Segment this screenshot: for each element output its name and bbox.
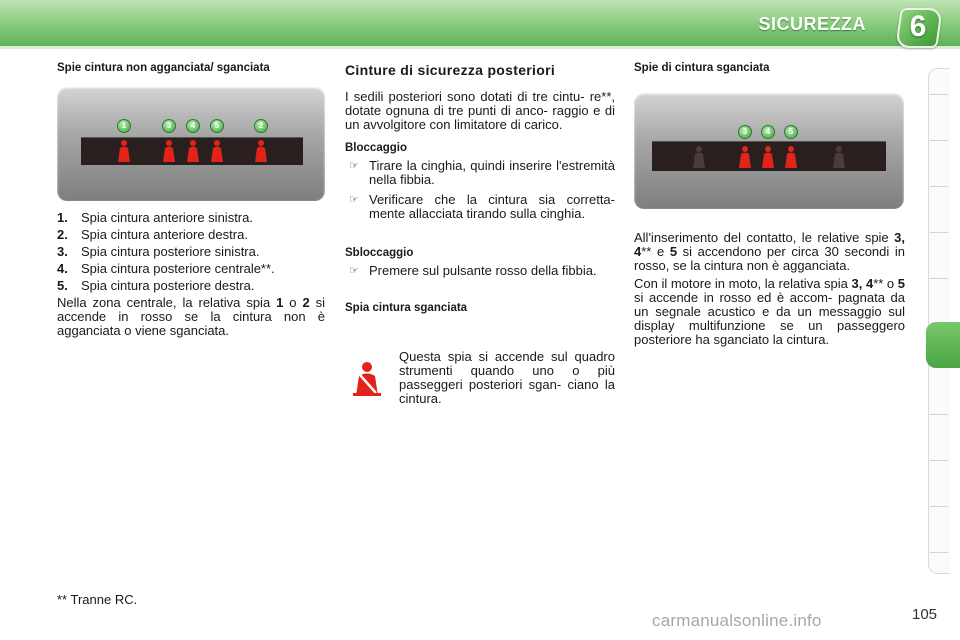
chapter-tab[interactable] [930, 460, 948, 461]
paragraph-front-lamp: Nella zona centrale, la relativa spia 1 o 2 si accende in rosso se la cintura non è agganciata o viene sganciata. [57, 295, 325, 338]
chapter-tab[interactable] [930, 414, 948, 415]
item-number: 3. [57, 244, 68, 259]
seatbelt-icon [115, 139, 133, 163]
seatbelt-icon [782, 145, 800, 169]
chapter-tab[interactable] [930, 552, 948, 553]
list-item [57, 279, 325, 293]
column-rear-lamps [634, 62, 905, 347]
page-number: 105 [912, 606, 938, 623]
pointing-hand-icon: ☞ [349, 160, 359, 172]
lamp-indicator: 3 [162, 119, 176, 133]
seatbelt-icon [184, 139, 202, 163]
seatbelt-icon [759, 145, 777, 169]
page-header [0, 0, 960, 50]
chapter-tab[interactable] [930, 140, 948, 141]
heading-belt-warning: Spie cintura non agganciata/ sganciata [57, 62, 270, 74]
header-divider [0, 46, 960, 49]
list-item [57, 262, 325, 276]
spia-description: Questa spia si accende sul quadro strumenti quando uno o più passeggeri posteriori sgan- ciano la cintura. [399, 349, 615, 406]
seatbelt-warning-icon [349, 360, 385, 398]
lamp-legend-list [57, 211, 325, 293]
list-item [57, 245, 325, 259]
item-number: 2. [57, 227, 68, 242]
item-number: 5. [57, 278, 68, 293]
footnote: ** Tranne RC. [57, 592, 138, 607]
heading-spia-sganciata: Spia cintura sganciata [345, 302, 468, 314]
rear-warning-panel-illustration [634, 93, 904, 209]
chapter-tab[interactable] [930, 186, 948, 187]
chapter-number: 6 [909, 10, 927, 43]
chapter-tab-active[interactable] [926, 322, 960, 368]
watermark: carmanualsonline.info [652, 611, 822, 630]
pointing-hand-icon: ☞ [349, 194, 359, 206]
item-text: Spia cintura anteriore sinistra. [81, 210, 253, 225]
paragraph-ignition: All'inserimento del contatto, le relative spie 3, 4** e 5 si accendono per circa 30 secondi in rosso, se la cintura non è agganciata. [634, 230, 906, 273]
seatbelt-icon [252, 139, 270, 163]
item-number: 1. [57, 210, 68, 225]
chapter-tab[interactable] [930, 232, 948, 233]
chapter-tab-rail [928, 68, 950, 574]
list-item: ☞ Tirare la cinghia, quindi inserire l'estremità nella fibbia. [345, 159, 615, 187]
section-title: SICUREZZA [758, 14, 866, 34]
list-item [57, 211, 325, 225]
item-text: Spia cintura posteriore centrale**. [81, 261, 275, 276]
lamp-indicator: 2 [254, 119, 268, 133]
chapter-tab[interactable] [930, 506, 948, 507]
seatbelt-icon [160, 139, 178, 163]
heading-rear-lamps: Spie di cintura sganciata [634, 62, 770, 74]
lamp-indicator: 4 [761, 125, 775, 139]
lamp-indicator: 4 [186, 119, 200, 133]
list-item [57, 228, 325, 242]
chapter-tab[interactable] [930, 94, 948, 95]
pointing-hand-icon: ☞ [349, 265, 359, 277]
heading-sbloccaggio: Sbloccaggio [345, 247, 414, 259]
list-item: ☞ Premere sul pulsante rosso della fibbia. [345, 264, 615, 278]
seatbelt-icon [208, 139, 226, 163]
list-item: ☞ Verificare che la cintura sia corretta- mente allacciata tirando sulla cinghia. [345, 193, 615, 221]
column-rear-belts [345, 62, 615, 315]
item-text: Spia cintura posteriore sinistra. [81, 244, 260, 259]
item-number: 4. [57, 261, 68, 276]
lamp-indicator: 5 [210, 119, 224, 133]
page-title: Cinture di sicurezza posteriori [345, 62, 556, 78]
intro-paragraph: I sedili posteriori sono dotati di tre cintu- re**, dotate ognuna di tre punti di anco- raggio e di un avvolgitore con limitatore di carico. [345, 89, 615, 132]
paragraph-engine-running: Con il motore in moto, la relativa spia 3, 4** o 5 si accende in rosso ed è accom- pagnata da un segnale acustico e da un messaggio sul display multifunzione se un passeggero posteriore ha sganciato la cintura. [634, 276, 905, 347]
lamp-indicator: 1 [117, 119, 131, 133]
item-text: Spia cintura posteriore destra. [81, 278, 255, 293]
seatbelt-icon [736, 145, 754, 169]
item-text: Spia cintura anteriore destra. [81, 227, 248, 242]
seatbelt-icon [830, 145, 848, 169]
seatbelt-icon [690, 145, 708, 169]
lamp-indicator: 3 [738, 125, 752, 139]
heading-bloccaggio: Bloccaggio [345, 142, 407, 154]
column-front-belts [57, 62, 325, 338]
lamp-indicator: 5 [784, 125, 798, 139]
chapter-tab[interactable] [930, 278, 948, 279]
warning-panel-illustration [57, 87, 325, 201]
